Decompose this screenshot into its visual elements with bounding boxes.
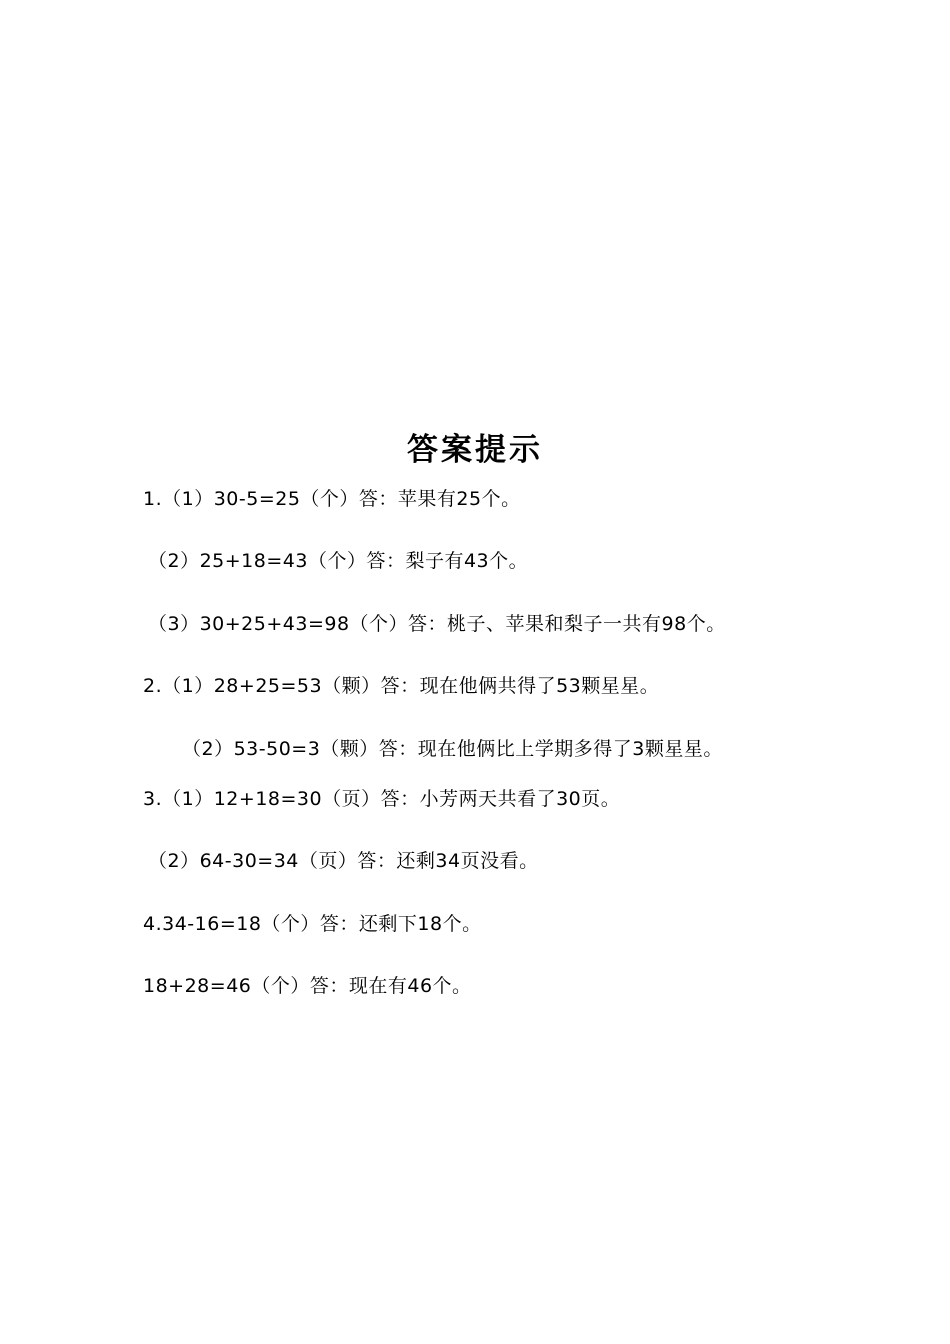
- answer-line-1-2: （2）25+18=43（个）答：梨子有43个。: [148, 550, 529, 572]
- answer-line-1-3: （3）30+25+43=98（个）答：桃子、苹果和梨子一共有98个。: [148, 613, 726, 635]
- answer-line-1-1: 1.（1）30-5=25（个）答：苹果有25个。: [143, 488, 521, 510]
- page-title: 答案提示: [407, 432, 543, 468]
- answer-line-4-2: 18+28=46（个）答：现在有46个。: [143, 975, 472, 997]
- answer-line-3-2: （2）64-30=34（页）答：还剩34页没看。: [148, 850, 539, 872]
- answer-line-4-1: 4.34-16=18（个）答：还剩下18个。: [143, 913, 482, 935]
- answer-line-2-2: （2）53-50=3（颗）答：现在他俩比上学期多得了3颗星星。: [182, 738, 723, 760]
- answer-line-3-1: 3.（1）12+18=30（页）答：小芳两天共看了30页。: [143, 788, 621, 810]
- answer-line-2-1: 2.（1）28+25=53（颗）答：现在他俩共得了53颗星星。: [143, 675, 660, 697]
